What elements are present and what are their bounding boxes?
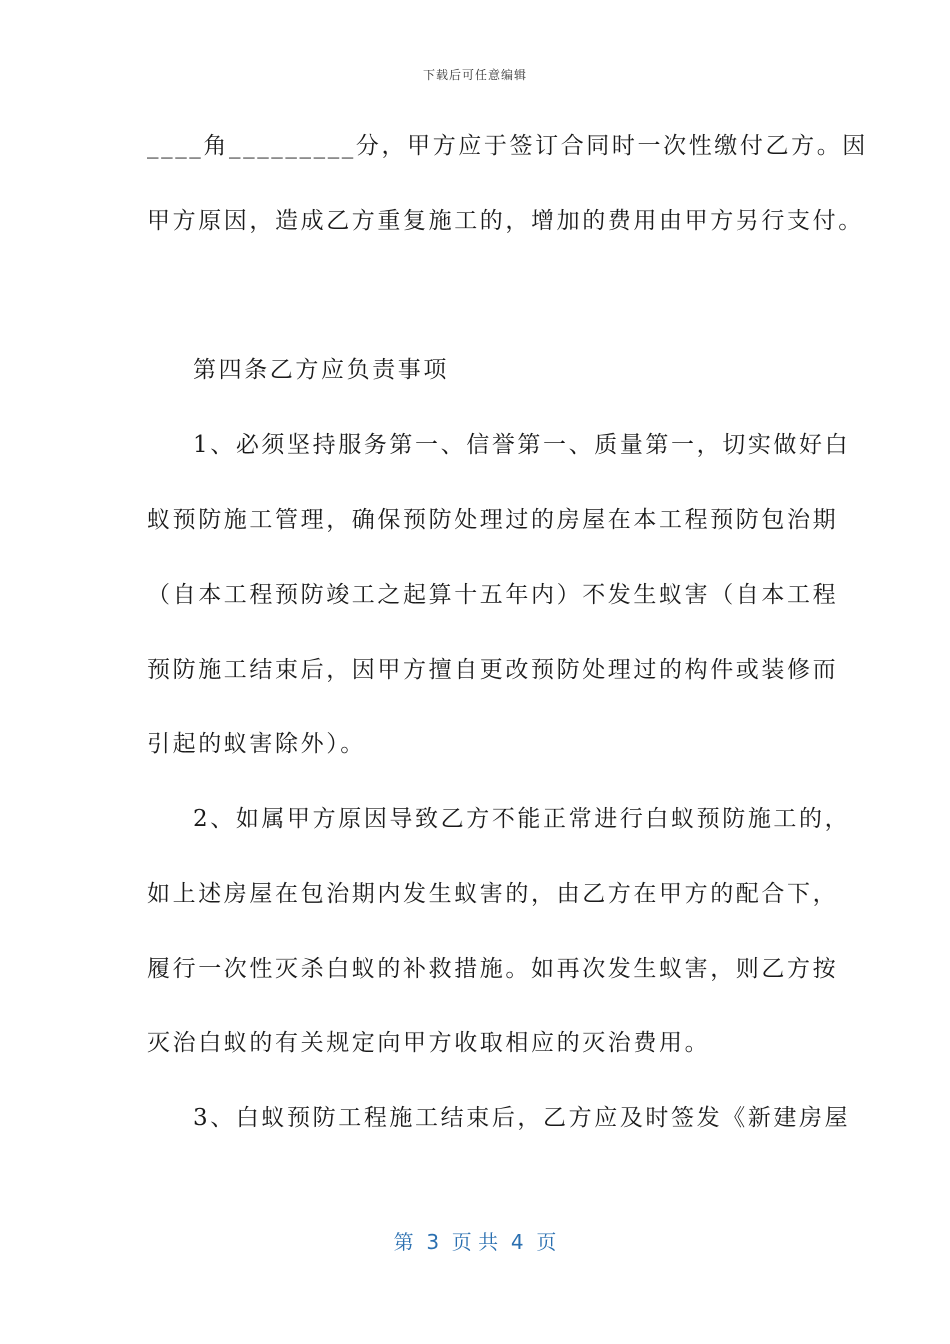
- body-line: 甲方原因，造成乙方重复施工的，增加的费用由甲方另行支付。: [147, 208, 864, 234]
- page-footer: 第 3 页 共 4 页: [393, 1230, 557, 1254]
- body-line: 灭治白蚁的有关规定向甲方收取相应的灭治费用。: [147, 1030, 711, 1056]
- section-heading: 第四条乙方应负责事项: [193, 357, 449, 383]
- body-line: （自本工程预防竣工之起算十五年内）不发生蚁害（自本工程: [147, 582, 839, 608]
- body-line: 引起的蚁害除外）。: [147, 731, 366, 757]
- body-line: 3、白蚁预防工程施工结束后，乙方应及时签发《新建房屋: [193, 1105, 851, 1131]
- body-line: 如上述房屋在包治期内发生蚁害的，由乙方在甲方的配合下，: [147, 881, 839, 907]
- body-line: 1、必须坚持服务第一、信誉第一、质量第一，切实做好白: [193, 432, 851, 458]
- header-note: 下载后可任意编辑: [422, 68, 527, 82]
- body-line: 蚁预防施工管理，确保预防处理过的房屋在本工程预防包治期: [147, 507, 839, 533]
- body-line: 预防施工结束后，因甲方擅自更改预防处理过的构件或装修而: [147, 657, 839, 683]
- body-line: 履行一次性灭杀白蚁的补救措施。如再次发生蚁害，则乙方按: [147, 956, 839, 982]
- body-line: ____角_________分，甲方应于签订合同时一次性缴付乙方。因: [147, 133, 868, 159]
- body-line: 2、如属甲方原因导致乙方不能正常进行白蚁预防施工的，: [193, 806, 851, 832]
